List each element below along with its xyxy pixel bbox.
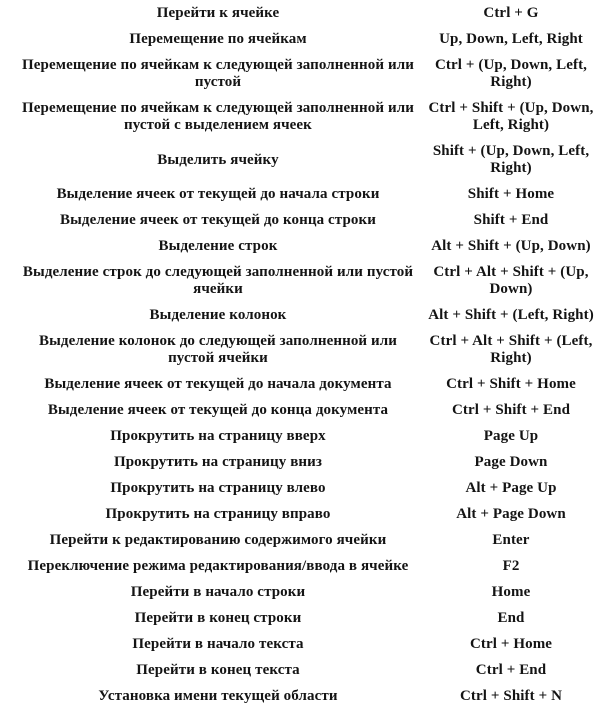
shortcut-action: Перейти к редактированию содержимого ячейки: [49, 532, 387, 548]
table-row: [16, 476, 600, 502]
shortcut-action: Перейти в начало текста: [132, 636, 304, 652]
shortcut-keys: Page Down: [474, 454, 548, 470]
shortcut-action: Выделение колонок: [149, 307, 287, 323]
shortcut-action: Перемещение по ячейкам к следующей заполненной или пустой: [22, 57, 414, 90]
shortcut-keys: Alt + Page Up: [465, 480, 557, 496]
shortcut-action: Выделение ячеек от текущей до начала строки: [56, 186, 380, 202]
shortcut-action: Перейти в конец строки: [134, 610, 302, 626]
table-row: [16, 53, 600, 96]
shortcut-action: Прокрутить на страницу влево: [110, 480, 326, 496]
table-row: [16, 424, 600, 450]
shortcut-keys: Ctrl + Shift + End: [451, 402, 571, 418]
shortcut-keys: Alt + Shift + (Up, Down): [431, 238, 591, 254]
shortcut-keys: Shift + End: [473, 212, 549, 228]
table-row: [16, 303, 600, 329]
shortcut-action: Установка имени текущей области: [98, 688, 338, 704]
shortcut-keys: Ctrl + End: [475, 662, 547, 678]
table-row: [16, 450, 600, 476]
shortcut-keys: Ctrl + (Up, Down, Left, Right): [434, 57, 588, 90]
shortcut-action: Выделить ячейку: [157, 151, 279, 168]
shortcut-action: Выделение строк до следующей заполненной или пустой ячейки: [22, 264, 414, 297]
table-row: [16, 208, 600, 234]
shortcut-keys: Ctrl + G: [483, 5, 539, 21]
shortcut-keys: Shift + (Up, Down, Left, Right): [432, 143, 590, 176]
shortcut-keys: Ctrl + Shift + Home: [446, 376, 576, 392]
shortcut-keys: Ctrl + Alt + Shift + (Left, Right): [429, 333, 593, 366]
table-row: [16, 580, 600, 606]
shortcut-action: Переключение режима редактирования/ввода в ячейке: [27, 558, 409, 574]
table-row: [16, 528, 600, 554]
shortcut-action: Прокрутить на страницу вверх: [110, 428, 326, 444]
table-row: [16, 554, 600, 580]
table-row: [16, 398, 600, 424]
shortcut-keys: Up, Down, Left, Right: [439, 31, 583, 47]
shortcut-keys: Page Up: [483, 428, 539, 444]
table-row: [16, 372, 600, 398]
shortcut-action: Прокрутить на страницу вниз: [113, 454, 323, 470]
shortcut-keys: Ctrl + Alt + Shift + (Up, Down): [433, 264, 589, 297]
table-row: [16, 502, 600, 528]
shortcut-keys: Ctrl + Home: [469, 636, 553, 652]
shortcut-keys: Alt + Shift + (Left, Right): [428, 307, 594, 323]
shortcut-action: Прокрутить на страницу вправо: [105, 506, 331, 522]
shortcut-keys: Alt + Page Down: [456, 506, 566, 522]
table-row: [16, 606, 600, 632]
shortcut-keys: Shift + Home: [467, 186, 555, 202]
table-row: [16, 27, 600, 53]
shortcut-keys: Ctrl + Shift + (Up, Down, Left, Right): [428, 100, 594, 133]
table-row: [16, 139, 600, 182]
table-row: [16, 329, 600, 372]
shortcut-action: Выделение колонок до следующей заполненной или пустой ячейки: [38, 333, 398, 366]
table-row: [16, 658, 600, 684]
table-row: [16, 260, 600, 303]
shortcut-action: Перемещение по ячейкам к следующей заполненной или пустой с выделением ячеек: [22, 100, 414, 133]
table-row: [16, 96, 600, 139]
table-row: [16, 234, 600, 260]
shortcut-keys: Home: [491, 584, 531, 600]
shortcut-action: Перемещение по ячейкам: [129, 31, 307, 47]
shortcut-action: Перейти в конец текста: [136, 662, 300, 678]
table-row: [16, 684, 600, 710]
shortcut-action: Перейти в начало строки: [130, 584, 306, 600]
shortcuts-table-body: [16, 1, 600, 710]
table-row: [16, 1, 600, 27]
shortcut-action: Выделение ячеек от текущей до конца документа: [47, 402, 389, 418]
table-row: [16, 632, 600, 658]
shortcut-keys: Ctrl + Shift + N: [459, 688, 563, 704]
shortcut-action: Выделение ячеек от текущей до начала документа: [44, 376, 392, 392]
shortcut-keys: End: [497, 610, 525, 626]
shortcut-keys: F2: [502, 558, 520, 574]
shortcuts-table: [16, 1, 600, 710]
shortcut-keys: Enter: [492, 532, 530, 548]
shortcut-action: Перейти к ячейке: [156, 5, 280, 21]
shortcut-action: Выделение строк: [158, 238, 278, 254]
shortcut-action: Выделение ячеек от текущей до конца строки: [60, 212, 376, 228]
table-row: [16, 182, 600, 208]
